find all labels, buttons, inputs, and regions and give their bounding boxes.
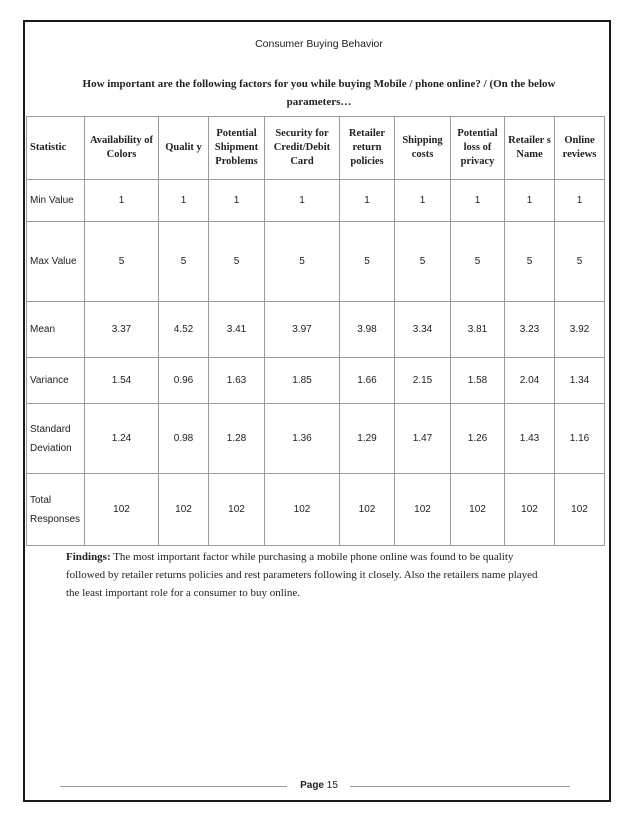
table-cell: 3.92: [555, 302, 605, 358]
column-header: Availability of Colors: [85, 117, 159, 180]
table-cell: 1.47: [395, 404, 451, 474]
table-cell: 1: [555, 180, 605, 222]
table-cell: 1.66: [340, 358, 395, 404]
table-cell: 2.04: [505, 358, 555, 404]
row-label: Total Responses: [27, 474, 85, 546]
row-label: Mean: [27, 302, 85, 358]
column-header: Retailer return policies: [340, 117, 395, 180]
column-header: Retailer s Name: [505, 117, 555, 180]
table-cell: 1: [85, 180, 159, 222]
table-row: [27, 404, 605, 474]
table-cell: 3.34: [395, 302, 451, 358]
row-label: Max Value: [27, 222, 85, 302]
table-cell: 1.58: [451, 358, 505, 404]
table-cell: 5: [209, 222, 265, 302]
table-cell: 1.85: [265, 358, 340, 404]
table-cell: 3.81: [451, 302, 505, 358]
table-cell: 102: [340, 474, 395, 546]
table-cell: 3.97: [265, 302, 340, 358]
table-cell: 1.26: [451, 404, 505, 474]
statistics-table: [26, 116, 605, 546]
table-cell: 1.29: [340, 404, 395, 474]
column-header: Potential loss of privacy: [451, 117, 505, 180]
table-cell: 1.54: [85, 358, 159, 404]
table-cell: 102: [159, 474, 209, 546]
table-cell: 0.96: [159, 358, 209, 404]
table-cell: 5: [555, 222, 605, 302]
table-cell: 1.34: [555, 358, 605, 404]
page-label: Page: [300, 780, 324, 791]
page-footer: [0, 780, 638, 791]
table-cell: 5: [395, 222, 451, 302]
table-cell: 1: [451, 180, 505, 222]
table-cell: 1: [209, 180, 265, 222]
table-cell: 5: [451, 222, 505, 302]
table-row: [27, 358, 605, 404]
table-row: [27, 222, 605, 302]
table-cell: 1: [395, 180, 451, 222]
table-cell: 3.23: [505, 302, 555, 358]
table-cell: 1.28: [209, 404, 265, 474]
table-cell: 3.37: [85, 302, 159, 358]
table-cell: 5: [159, 222, 209, 302]
table-cell: 0.98: [159, 404, 209, 474]
table-cell: 102: [451, 474, 505, 546]
table-cell: 102: [555, 474, 605, 546]
table-cell: 1.63: [209, 358, 265, 404]
table-cell: 1: [159, 180, 209, 222]
table-cell: 3.98: [340, 302, 395, 358]
row-label: Variance: [27, 358, 85, 404]
document-header: Consumer Buying Behavior: [255, 38, 383, 50]
findings-label: Findings:: [66, 551, 111, 563]
findings-paragraph: [66, 548, 546, 602]
row-label: Standard Deviation: [27, 404, 85, 474]
table-cell: 4.52: [159, 302, 209, 358]
table-cell: 102: [209, 474, 265, 546]
table-cell: 1.43: [505, 404, 555, 474]
table-row: [27, 474, 605, 546]
table-cell: 1.24: [85, 404, 159, 474]
table-cell: 3.41: [209, 302, 265, 358]
column-header: Shipping costs: [395, 117, 451, 180]
table-header-row: [27, 117, 605, 180]
survey-question: How important are the following factors for you while buying Mobile / phone online? / (On the below parameters…: [82, 78, 556, 108]
table-cell: 5: [85, 222, 159, 302]
table-cell: 1.16: [555, 404, 605, 474]
table-row: [27, 180, 605, 222]
table-cell: 1: [340, 180, 395, 222]
table-row: [27, 302, 605, 358]
findings-text: The most important factor while purchasing a mobile phone online was found to be quality followed by retailer returns policies and rest parameters following it closely. Also the retailers name played the least important role for a consumer to buy online.: [66, 551, 538, 599]
table-cell: 102: [265, 474, 340, 546]
table-cell: 5: [340, 222, 395, 302]
column-header: Online reviews: [555, 117, 605, 180]
table-cell: 5: [505, 222, 555, 302]
column-header: Security for Credit/Debit Card: [265, 117, 340, 180]
table-cell: 1: [505, 180, 555, 222]
column-header: Statistic: [27, 117, 85, 180]
table-cell: 2.15: [395, 358, 451, 404]
page-number: 15: [326, 780, 338, 791]
table-cell: 5: [265, 222, 340, 302]
row-label: Min Value: [27, 180, 85, 222]
table-cell: 102: [85, 474, 159, 546]
table-cell: 1.36: [265, 404, 340, 474]
column-header: Qualit y: [159, 117, 209, 180]
table-cell: 102: [505, 474, 555, 546]
table-cell: 102: [395, 474, 451, 546]
table-cell: 1: [265, 180, 340, 222]
column-header: Potential Shipment Problems: [209, 117, 265, 180]
